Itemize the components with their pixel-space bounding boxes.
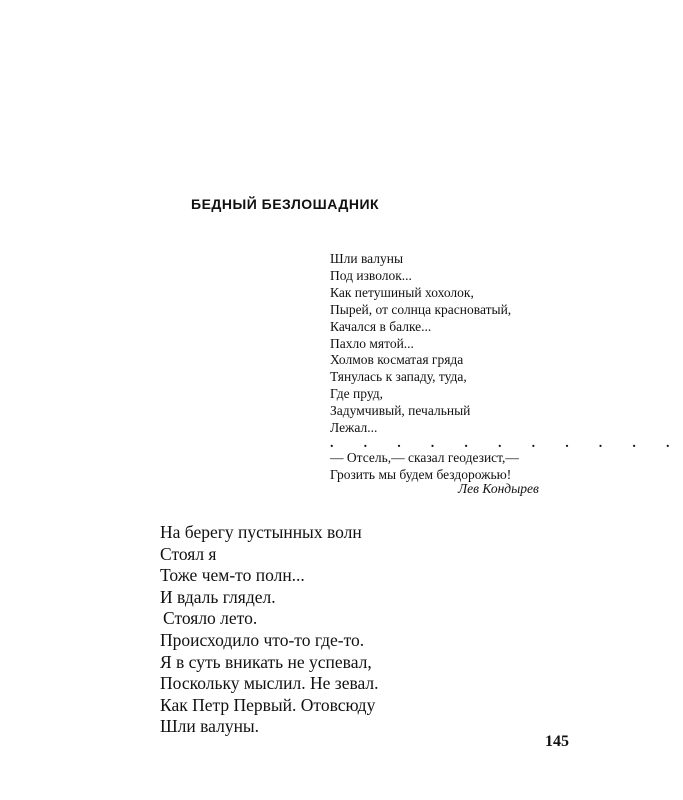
poem-line: На берегу пустынных волн — [160, 522, 362, 542]
epigraph-line: Лежал... — [330, 420, 378, 436]
poem-line: Как Петр Первый. Отовсюду — [160, 694, 376, 715]
poem-line: Поскольку мыслил. Не зевал. — [160, 673, 379, 694]
poem-title: БЕДНЫЙ БЕЗЛОШАДНИК — [191, 196, 380, 212]
page-number: 145 — [545, 733, 569, 750]
epigraph-closing-line: Грозить мы будем бездорожью! — [330, 466, 512, 482]
epigraph-line: Пырей, от солнца красноватый, — [330, 301, 512, 317]
epigraph-line: Где пруд, — [330, 386, 383, 402]
epigraph-line: Тянулась к западу, туда, — [330, 369, 467, 385]
poem-line: Шли валуны. — [160, 716, 260, 737]
epigraph-line: Как петушиный хохолок, — [330, 284, 474, 300]
epigraph-attribution: Лев Кондырев — [458, 481, 539, 496]
ellipsis-dots-separator: . . . . . . . . . . . — [330, 435, 683, 451]
poem-body — [160, 522, 379, 738]
epigraph-line: Задумчивый, печальный — [330, 403, 471, 419]
poem-line: Я в суть вникать не успевал, — [160, 651, 372, 672]
poem-line: И вдаль глядел. — [160, 586, 276, 607]
poem-line: Стояло лето. — [163, 608, 258, 629]
epigraph-line: Под изволок... — [330, 267, 412, 283]
epigraph-line: Качался в балке... — [330, 318, 432, 334]
epigraph-line: Пахло мятой... — [330, 335, 414, 351]
epigraph-line: Холмов косматая гряда — [330, 352, 464, 368]
poem-line: Происходило что-то где-то. — [160, 629, 365, 650]
epigraph-closing-line: — Отсель,— сказал геодезист,— — [330, 449, 519, 465]
poem-line: Стоял я — [160, 543, 217, 564]
poem-line: Тоже чем-то полн... — [160, 565, 305, 586]
epigraph-line: Шли валуны — [330, 251, 404, 266]
epigraph — [330, 251, 683, 484]
